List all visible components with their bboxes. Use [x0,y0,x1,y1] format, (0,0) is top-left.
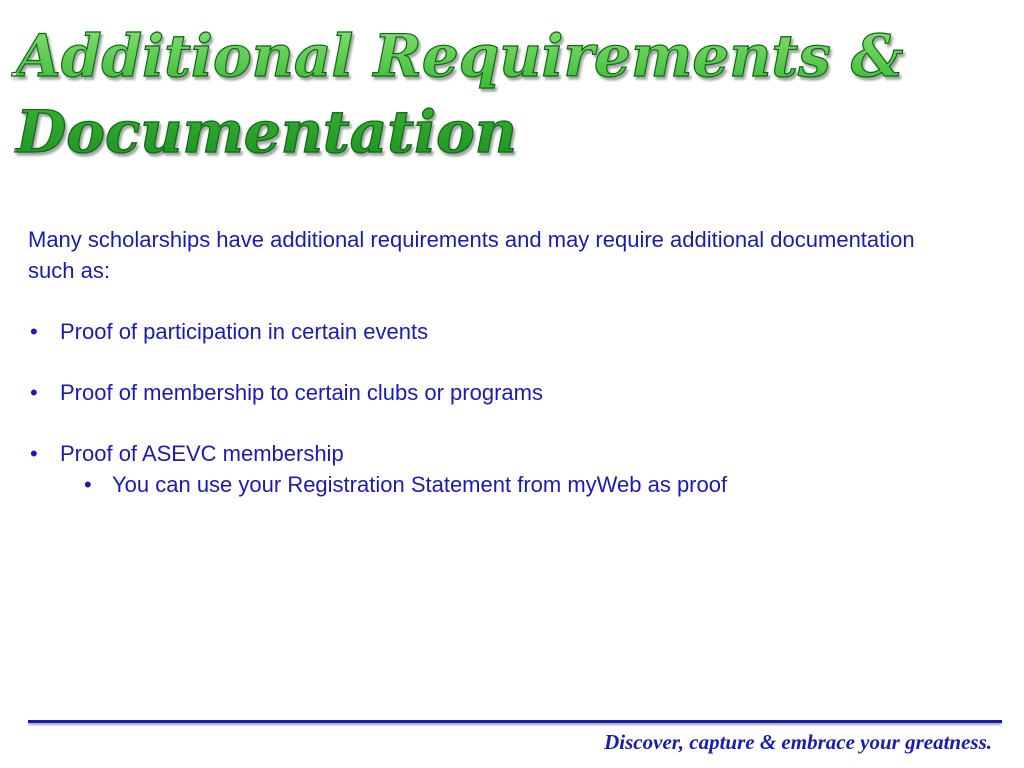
bullet-item [28,316,928,347]
bullet-text: Proof of membership to certain clubs or programs [60,380,543,405]
footer-divider [28,720,1002,723]
bullet-text: Proof of participation in certain events [60,319,429,344]
intro-text: Many scholarships have additional requirements and may require additional documentation such as: [28,227,915,283]
footer-tagline: Discover, capture & embrace your greatness. [604,730,992,754]
bullet-item [28,377,928,408]
slide-title [16,18,996,170]
sub-bullet-text: You can use your Registration Statement from myWeb as proof [112,472,728,497]
bullet-list [28,316,928,500]
slide-title-line-1: Additional Requirements & [16,22,904,90]
bullet-item [28,438,928,500]
bullet-text: Proof of ASEVC membership [60,441,344,466]
sub-bullet-list [60,469,928,500]
sub-bullet-item [62,469,928,500]
slide-body [28,224,928,500]
slide-title-line-2: Documentation [16,98,517,166]
